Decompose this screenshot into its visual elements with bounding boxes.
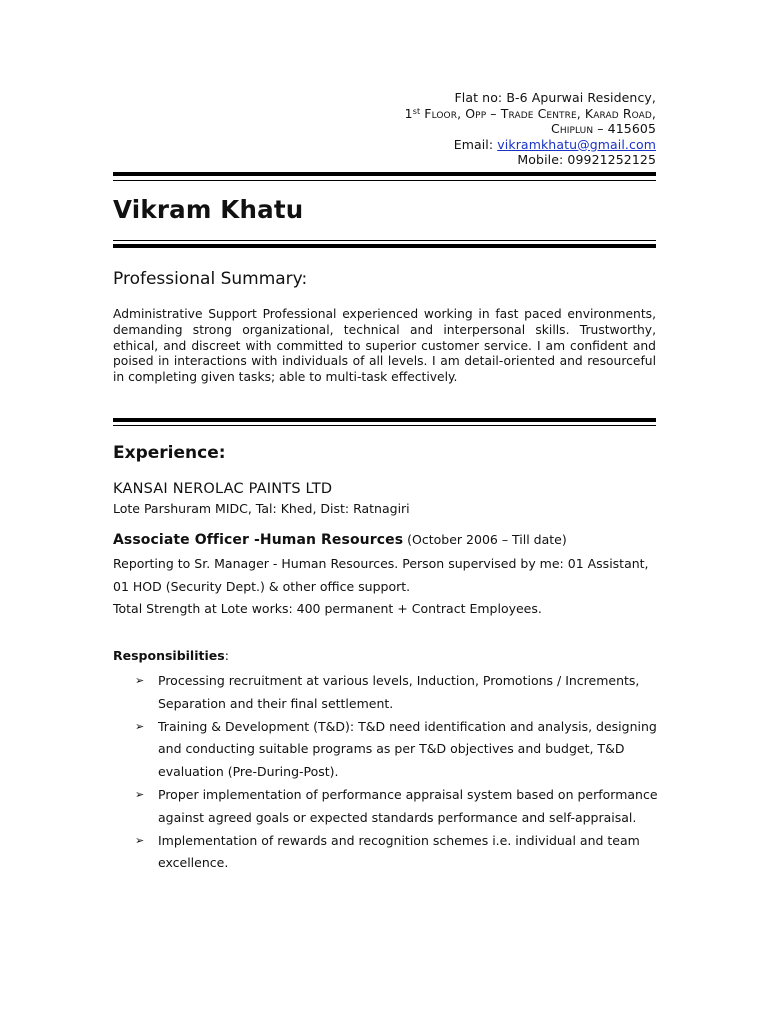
- floor-number: 1: [404, 105, 413, 121]
- list-item: [113, 830, 658, 876]
- company-location: Lote Parshuram MIDC, Tal: Khed, Dist: Ratnagiri: [113, 501, 410, 516]
- list-item: [113, 784, 658, 830]
- job-title-line: [113, 532, 567, 548]
- job-role: Associate Officer -Human Resources: [113, 532, 404, 548]
- arrow-bullet-icon: ➢: [135, 833, 145, 847]
- address-street: Floor, Opp – Trade Centre, Karad Road,: [420, 105, 656, 121]
- experience-heading: Experience:: [113, 443, 226, 463]
- list-item-text: Training & Development (T&D): T&D need identification and analysis, designing and conducting suitable programs as per T&D objectives and budget, T&D evaluation (Pre-During-Post).: [158, 718, 657, 780]
- list-item: [113, 670, 658, 716]
- header-divider-thin: [113, 180, 656, 181]
- responsibilities-colon: :: [224, 648, 229, 663]
- list-item: [113, 716, 658, 784]
- summary-divider-thick: [113, 418, 656, 422]
- address-city: Chiplun – 415605: [551, 121, 656, 136]
- responsibilities-list: [113, 670, 656, 875]
- summary-divider-thin: [113, 425, 656, 426]
- summary-heading: Professional Summary:: [113, 269, 308, 289]
- candidate-name: Vikram Khatu: [113, 195, 304, 224]
- list-item-text: Implementation of rewards and recognition schemes i.e. individual and team excellence.: [158, 832, 640, 871]
- responsibilities-label: Responsibilities: [113, 648, 225, 663]
- address-line-flat: Flat no: B-6 Apurwai Residency,: [454, 90, 656, 105]
- arrow-bullet-icon: ➢: [135, 787, 145, 801]
- reporting-text: Reporting to Sr. Manager - Human Resources. Person supervised by me: 01 Assistant, 01 HOD (Security Dept.) & other office support.: [113, 556, 649, 594]
- email-line: [256, 137, 656, 153]
- responsibilities-heading: [113, 648, 229, 663]
- contact-block: [256, 90, 656, 168]
- list-item-text: Proper implementation of performance appraisal system based on performance against agreed goals or expected standards performance and self-appraisal.: [158, 786, 658, 825]
- arrow-bullet-icon: ➢: [135, 674, 145, 687]
- arrow-bullet-icon: ➢: [135, 719, 145, 733]
- header-divider-thick: [113, 172, 656, 176]
- mobile-line: Mobile: 09921252125: [517, 152, 656, 167]
- strength-text: Total Strength at Lote works: 400 permanent + Contract Employees.: [113, 601, 542, 616]
- address-line-floor: [256, 106, 656, 122]
- name-divider-thick: [113, 244, 656, 248]
- company-name: KANSAI NEROLAC PAINTS LTD: [113, 481, 333, 497]
- list-item-text: Processing recruitment at various levels, Induction, Promotions / Increments, Separation and their final settlement.: [158, 673, 640, 711]
- email-link[interactable]: vikramkhatu@gmail.com: [497, 136, 656, 152]
- name-divider-thin: [113, 240, 656, 241]
- job-period: (October 2006 – Till date): [403, 532, 567, 547]
- summary-text: Administrative Support Professional experienced working in fast paced environments, demanding strong organizational, technical and interpersonal skills. Trustworthy, ethical, and discreet with committed to superior customer service. I am confident and poised in interactions with individuals of all levels. I am detail-oriented and resourceful in completing given tasks; able to multi-task effectively.: [113, 307, 656, 385]
- floor-suffix: st: [412, 106, 421, 116]
- email-label: Email:: [453, 136, 498, 152]
